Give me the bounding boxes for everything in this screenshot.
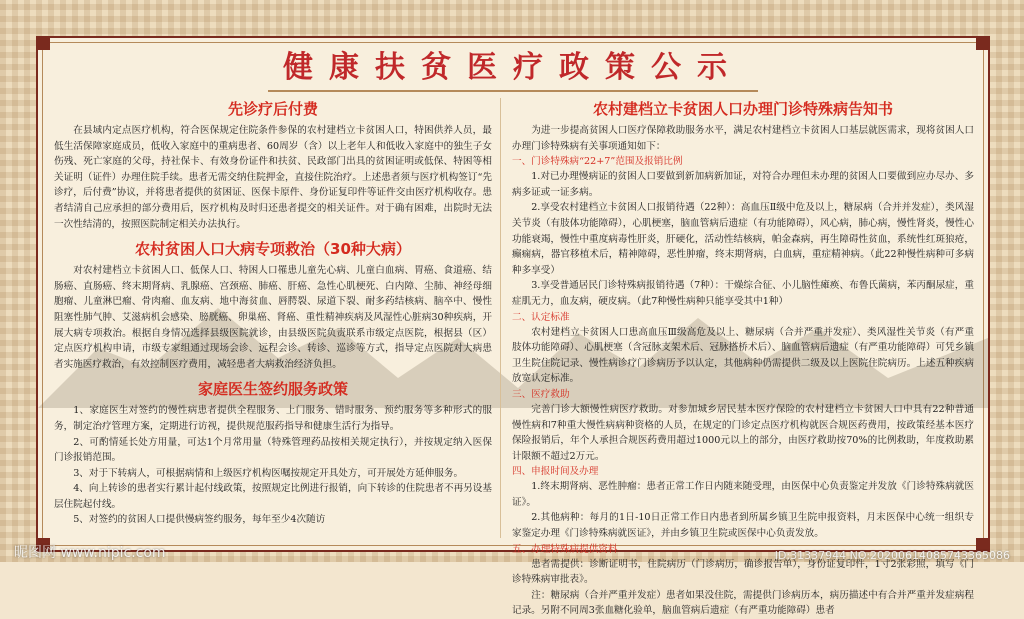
notice-paragraph: 注：糖尿病（合并严重并发症）患者如果没住院，需提供门诊病历本，病历描述中有合并严重并发症病程记录。另附不同周3张血糖化验单，脑血管病后遗症（有严重功能障碍）患者 <box>512 589 974 617</box>
title-underline <box>268 90 758 92</box>
notice-paragraph: 3.享受普通居民门诊特殊病报销待遇（7种）：干燥综合征、小儿脑性瘫痪、布鲁氏菌病，苯丙酮尿症，重症肌无力，血友病，硬皮病。（此7种慢性病种只能享受其中1种） <box>512 280 974 307</box>
notice-paragraph: 患者需提供：诊断证明书，住院病历（门诊病历，确诊报告单），身份证复印件，1寸2张彩照，填写《门诊特殊病审批表》。 <box>512 558 974 586</box>
family-doctor-item: 5、对签约的贫困人口提供慢病签约服务，每年至少4次随访 <box>73 514 326 526</box>
family-doctor-item: 1、家庭医生对签约的慢性病患者提供全程服务、上门服务、错时服务、预约服务等多种形式的服务，制定治疗管理方案，定期进行访视，提供规范服药指导和健康生活行为指导。 <box>54 405 492 432</box>
notice-paragraph: 完善门诊大额慢性病医疗救助。对参加城乡居民基本医疗保险的农村建档立卡贫困人口中具有22种普通慢性病和7种重大慢性病病种资格的人员，在规定的门诊定点医疗机构就医合规医药费用，按政策经基本医疗保险报销后，年个人承担合规医药费用超过1000元以上的部分，由医疗救助按70%的比例救助，年度救助累计限额不超过2万元。 <box>512 403 974 462</box>
section-heading-major-disease: 农村贫困人口大病专项救治（30种大病） <box>135 240 411 259</box>
notice-subheading: 五、办理特殊病提供资料 <box>512 543 618 555</box>
family-doctor-item: 2、可酌情延长处方用量，可达1个月常用量（特殊管理药品按相关规定执行），并按规定纳入医保门诊报销范围。 <box>54 436 492 464</box>
column-divider <box>500 98 501 538</box>
notice-paragraph: 1.终末期肾病、恶性肿瘤：患者正常工作日内随来随受理，由医保中心负责鉴定并发放《门诊特殊病就医证》。 <box>512 481 974 508</box>
notice-paragraph: 2.享受农村建档立卡贫困人口报销待遇（22种）：高血压Ⅱ级中危及以上，糖尿病（合并并发症），类风湿关节炎（有肢体功能障碍），心肌梗塞，脑血管病后遗症（有功能障碍），风心病，肺心病，慢性肾炎，慢性心功能衰竭，慢性中重度病毒性肝炎，肝硬化，活动性结核病，帕金森病，再生障碍性贫血，系统性红斑狼疮，癫痫病，器官移植术后，精神障碍，恶性肿瘤，终末期肾病，白血病，重症精神病。（此22种慢性病种可多病种多享受） <box>512 202 974 276</box>
section-heading-outpatient-notice: 农村建档立卡贫困人口办理门诊特殊病告知书 <box>592 100 893 118</box>
watermark-id: ID:31337944 NO:20200614085743365086 <box>774 549 1010 562</box>
corner-ornament <box>38 38 50 50</box>
family-doctor-item: 3、对于下转病人，可根据病情和上级医疗机构医嘱按规定开具处方，可开展处方延伸服务。 <box>73 467 464 479</box>
notice-subheading: 三、医疗救助 <box>512 388 570 400</box>
page-title: 健康扶贫医疗政策公示 <box>283 50 743 85</box>
notice-paragraph: 1.对已办理慢病证的贫困人口要做到新加病新加证，对符合办理但未办理的贫困人口要做到应办尽办、多病多证或一证多病。 <box>512 171 974 198</box>
notice-intro: 为进一步提高贫困人口医疗保障救助服务水平，满足农村建档立卡贫困人口基层就医需求，现将贫困人口办理门诊特殊病有关事项通知如下： <box>512 125 974 152</box>
watermark-logo: 昵图网 www.nipic.com <box>14 545 166 561</box>
section-heading-family-doctor: 家庭医生签约服务政策 <box>197 380 348 399</box>
left-column <box>54 96 492 544</box>
notice-subheading: 二、认定标准 <box>512 311 570 323</box>
section-heading-pay-after: 先诊疗后付费 <box>227 100 318 118</box>
notice-paragraph: 农村建档立卡贫困人口患高血压Ⅲ级高危及以上、糖尿病（合并严重并发症）、类风湿性关节炎（有严重肢体功能障碍）、心肌梗塞（含冠脉支架术后、冠脉搭桥术后）、脑血管病后遗症（有严重功能障碍）可凭乡镇卫生院住院记录、慢性病诊疗门诊病历予以认定，其他病种仍需提供二级及以上医院住院病历。上述五种疾病放宽认定标准。 <box>512 326 974 385</box>
section-body-major-disease: 对农村建档立卡贫困人口、低保人口、特困人口罹患儿童先心病、儿童白血病、胃癌、食道癌、结肠癌、直肠癌、终末期肾病、乳腺癌、宫颈癌、肺癌、肝癌、急性心肌梗死、白内障、尘肺、神经母细胞瘤、儿童淋巴瘤、骨肉瘤、血友病、地中海贫血、唇腭裂、尿道下裂、耐多药结核病、脑卒中、慢性阻塞性肺气肿、艾滋病机会感染、膀胱癌、卵巢癌、肾癌、重性精神疾病及风湿性心脏病30种疾病，开展大病专项救治。根据自身情况选择县级医院就诊，由县级医院负责联系市级定点医院，根据县（区）定点医疗机构申请，市级专家组通过现场会诊、远程会诊、转诊、巡诊等方式，指导定点医院对大病患者实施医疗救治，有效控制医疗费用，减轻患者大病救治经济负担。 <box>54 265 492 370</box>
section-body-pay-after: 在县域内定点医疗机构，符合医保规定住院条件参保的农村建档立卡贫困人口，特困供养人员，最低生活保障家庭成员，低收入家庭中的重病患者、60周岁（含）以上老年人和低收入家庭中的独生子女伤残、死亡家庭的父母，持社保卡、有效身份证件和扶贫、民政部门出具的贫困证明或低保、特困等相关证明（证件）办理住院手续。患者无需交纳住院押金，直接住院治疗。上述患者须与医疗机构签订“先诊疗，后付费”协议，并将患者提供的贫困证、医保卡原件、身份证复印件等证件交由医疗机构收存。患者结清自己应承担的部分费用后，医疗机构及时归还患者提交的相关证件。对于确有困难，出院时无法一次性结清的，按照医院制定相关办法执行。 <box>54 125 492 230</box>
notice-subheading: 一、门诊特殊病“22+7”范围及报销比例 <box>512 156 683 168</box>
notice-paragraph: 2.其他病种：每月的1日-10日正常工作日内患者到所属乡镇卫生院申报资料，月末医保中心统一组织专家鉴定办理《门诊特殊病就医证》，并由乡镇卫生院或医保中心负责发放。 <box>512 512 974 540</box>
family-doctor-item: 4、向上转诊的患者实行累计起付线政策，按照规定比例进行报销，向下转诊的住院患者不再另设基层住院起付线。 <box>54 483 492 510</box>
corner-ornament <box>976 38 988 50</box>
notice-subheading: 四、申报时间及办理 <box>512 466 599 478</box>
